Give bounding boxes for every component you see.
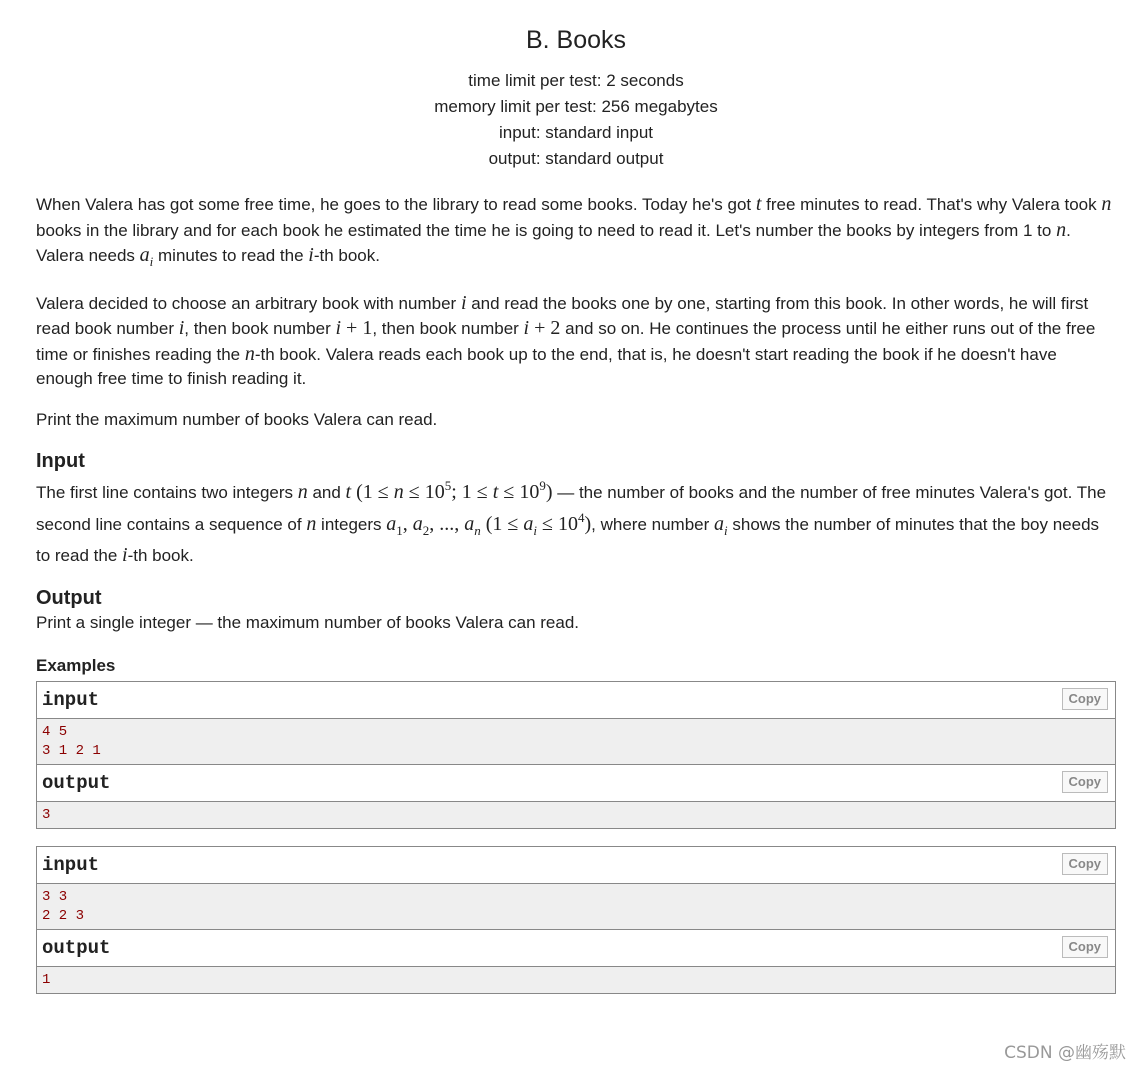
math-var: a: [523, 512, 534, 535]
math-var: a: [464, 512, 475, 535]
input-section-text: [36, 474, 1116, 569]
input-label: input: [42, 854, 100, 876]
math-var: n: [244, 342, 255, 365]
text: , then book number: [372, 319, 524, 338]
math-var: n: [306, 512, 317, 535]
output-section-text: Print a single integer — the maximum number of books Valera can read.: [36, 612, 580, 632]
text: , then book number: [184, 319, 336, 338]
text: integers: [316, 514, 387, 534]
text: shows the number of minutes that the boy needs to read the: [36, 514, 1100, 565]
math-var: i: [460, 291, 467, 314]
math-expr: + 2: [529, 317, 561, 339]
math-expr: (1 ≤: [480, 512, 524, 535]
copy-output-button[interactable]: Copy: [1062, 771, 1109, 793]
math-sup: 5: [444, 478, 452, 493]
math-expr: ≤ 10: [403, 481, 445, 503]
math-expr: ,: [402, 512, 413, 535]
math-var: n: [393, 481, 404, 503]
math-var: i: [178, 317, 185, 339]
text: minutes to read the: [153, 246, 309, 265]
math-var: t: [345, 481, 352, 503]
output-section-title: Output: [36, 586, 102, 609]
example-1-input-header: [37, 682, 1115, 719]
problem-page: [36, 24, 1116, 994]
example-1: [36, 681, 1116, 829]
text: -th book.: [313, 246, 380, 265]
example-2: [36, 846, 1116, 994]
math-var: a: [714, 512, 725, 535]
input-file: input: standard input: [498, 123, 654, 142]
text: free minutes to read. That's why Valera took: [761, 195, 1102, 214]
math-expr: , ...,: [429, 512, 465, 535]
math-expr: ≤ 10: [537, 512, 578, 535]
examples-section: [36, 655, 1116, 994]
copy-output-button[interactable]: Copy: [1062, 936, 1109, 958]
example-2-output-header: [37, 930, 1115, 967]
output-label: output: [42, 772, 111, 794]
input-specification: [36, 448, 1116, 569]
output-label: output: [42, 937, 111, 959]
example-1-output-data: 3: [37, 802, 1115, 828]
example-2-input-header: [37, 847, 1115, 884]
math-var: n: [1056, 218, 1067, 241]
math-var: a: [139, 244, 150, 266]
math-sub: 2: [422, 522, 430, 538]
math-expr: ; 1 ≤: [451, 481, 493, 503]
copy-input-button[interactable]: Copy: [1062, 853, 1109, 875]
text: When Valera has got some free time, he goes to the library to read some books. Today he's got: [36, 195, 756, 214]
text: , where number: [591, 514, 715, 534]
math-var: n: [1101, 193, 1112, 215]
csdn-watermark: CSDN @幽殇默: [1004, 1043, 1126, 1063]
output-file: output: standard output: [488, 149, 664, 168]
time-limit: time limit per test: 2 seconds: [468, 71, 684, 90]
text: -th book.: [127, 546, 194, 565]
statement-paragraph-3: Print the maximum number of books Valera can read.: [36, 409, 438, 429]
example-1-output-header: [37, 765, 1115, 802]
math-expr: + 1: [341, 317, 373, 339]
math-expr: ≤ 10: [498, 481, 540, 503]
math-sub: i: [533, 522, 538, 538]
problem-title: B. Books: [525, 26, 627, 54]
math-sup: 9: [539, 478, 546, 493]
math-var: n: [297, 481, 308, 503]
example-2-input-data: 3 3 2 2 3: [37, 884, 1115, 930]
math-var: a: [412, 512, 423, 535]
math-expr: (1 ≤: [351, 481, 394, 503]
text: and read the books one by one, starting from this book. In other words, he will first read book number: [36, 293, 1089, 338]
math-var: i: [122, 544, 128, 566]
example-1-input-data: 4 5 3 1 2 1: [37, 719, 1115, 765]
math-sub: i: [149, 254, 154, 269]
text: and so on. He continues the process until he either runs out of the free time or finishes reading the: [36, 319, 1096, 364]
examples-title: Examples: [36, 656, 116, 675]
text: — the number of books and the number of free minutes Valera's got. The second line contains a sequence of: [36, 483, 1107, 534]
memory-limit: memory limit per test: 256 megabytes: [434, 97, 718, 116]
math-var: i: [523, 317, 530, 339]
math-var: t: [755, 193, 762, 215]
copy-input-button[interactable]: Copy: [1062, 688, 1109, 710]
math-expr: ): [545, 481, 553, 503]
text: -th book. Valera reads each book up to the end, that is, he doesn't start reading the book if he doesn't have enough free time to finish reading it.: [36, 344, 1057, 388]
text: Valera decided to choose an arbitrary book with number: [36, 293, 461, 313]
math-sub: i: [724, 522, 728, 538]
math-var: a: [386, 512, 397, 535]
problem-header: [36, 24, 1116, 172]
output-specification: [36, 585, 1116, 636]
math-var: t: [492, 481, 499, 503]
statement-paragraph-2: [36, 291, 1116, 392]
math-var: i: [308, 244, 314, 266]
math-sub: 1: [396, 522, 403, 538]
text: The first line contains two integers: [36, 483, 298, 502]
math-var: i: [335, 317, 342, 339]
statement-paragraph-1: [36, 192, 1116, 275]
input-label: input: [42, 689, 100, 711]
math-expr: ): [584, 512, 592, 535]
input-section-title: Input: [36, 450, 85, 472]
math-sub: n: [474, 522, 481, 538]
text: and: [307, 483, 346, 502]
text: books in the library and for each book he estimated the time he is going to need to read it. Let's number the books by integers from 1 to: [36, 220, 1057, 240]
math-sup: 4: [578, 509, 585, 525]
example-2-output-data: 1: [37, 967, 1115, 993]
problem-statement: [36, 192, 1116, 432]
text: . Valera needs: [36, 220, 1071, 265]
